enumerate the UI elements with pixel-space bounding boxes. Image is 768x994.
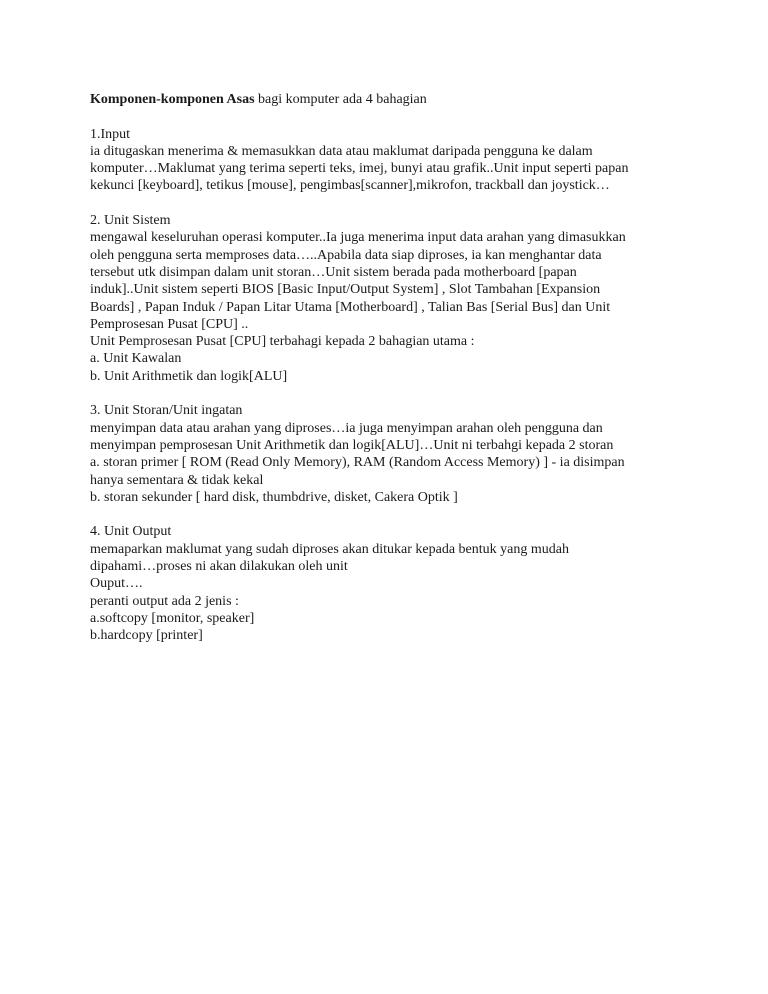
text-line: ia ditugaskan menerima & memasukkan data atau maklumat daripada pengguna ke dalam	[90, 143, 593, 159]
section-unit-output	[90, 523, 690, 644]
title-rest: bagi komputer ada 4 bahagian	[254, 92, 427, 107]
list-item: a.softcopy [monitor, speaker]	[90, 610, 255, 626]
text-line: peranti output ada 2 jenis :	[90, 593, 239, 609]
section-heading: 2. Unit Sistem	[90, 213, 171, 229]
paragraph-gap	[90, 108, 690, 125]
text-line: dipahami…proses ni akan dilakukan oleh unit	[90, 559, 348, 575]
section-heading: 1.Input	[90, 126, 131, 142]
list-item: a. storan primer [ ROM (Read Only Memory), RAM (Random Access Memory) ] - ia disimpan	[90, 455, 625, 471]
document-title	[90, 91, 690, 108]
text-line: Pemprosesan Pusat [CPU] ..	[90, 316, 249, 332]
text-line: kekunci [keyboard], tetikus [mouse], pengimbas[scanner],mikrofon, trackball dan joystick…	[90, 178, 610, 194]
text-line: Ouput….	[90, 576, 143, 592]
text-line: komputer…Maklumat yang terima seperti teks, imej, bunyi atau grafik..Unit input seperti papan	[90, 161, 629, 177]
paragraph-gap	[90, 385, 690, 402]
text-line: tersebut utk disimpan dalam unit storan…Unit sistem berada pada motherboard [papan	[90, 264, 577, 280]
title-bold: Komponen-komponen Asas	[90, 92, 255, 107]
text-line: Unit Pemprosesan Pusat [CPU] terbahagi kepada 2 bahagian utama :	[90, 334, 475, 350]
text-line: Boards] , Papan Induk / Papan Litar Utama [Motherboard] , Talian Bas [Serial Bus] dan Unit	[90, 299, 611, 315]
text-line: mengawal keseluruhan operasi komputer..Ia juga menerima input data arahan yang dimasukkan	[90, 230, 626, 246]
list-item: a. Unit Kawalan	[90, 351, 182, 367]
section-unit-storan	[90, 402, 690, 506]
text-line: menyimpan pemprosesan Unit Arithmetik dan logik[ALU]…Unit ni terbahgi kepada 2 storan	[90, 437, 614, 453]
list-item: b. Unit Arithmetik dan logik[ALU]	[90, 368, 288, 384]
section-unit-sistem	[90, 212, 690, 385]
document-page	[90, 91, 690, 645]
text-line: hanya sementara & tidak kekal	[90, 472, 264, 488]
text-line: menyimpan data atau arahan yang diproses…ia juga menyimpan arahan oleh pengguna dan	[90, 420, 603, 436]
section-heading: 3. Unit Storan/Unit ingatan	[90, 403, 243, 419]
text-line: memaparkan maklumat yang sudah diproses akan ditukar kepada bentuk yang mudah	[90, 541, 569, 557]
text-line: induk]..Unit sistem seperti BIOS [Basic Input/Output System] , Slot Tambahan [Expansion	[90, 282, 601, 298]
paragraph-gap	[90, 506, 690, 523]
list-item: b. storan sekunder [ hard disk, thumbdrive, disket, Cakera Optik ]	[90, 489, 458, 505]
paragraph-gap	[90, 195, 690, 212]
section-input	[90, 126, 690, 195]
section-heading: 4. Unit Output	[90, 524, 172, 540]
list-item: b.hardcopy [printer]	[90, 628, 203, 644]
text-line: oleh pengguna serta memproses data…..Apabila data siap diproses, ia kan menghantar data	[90, 247, 602, 263]
